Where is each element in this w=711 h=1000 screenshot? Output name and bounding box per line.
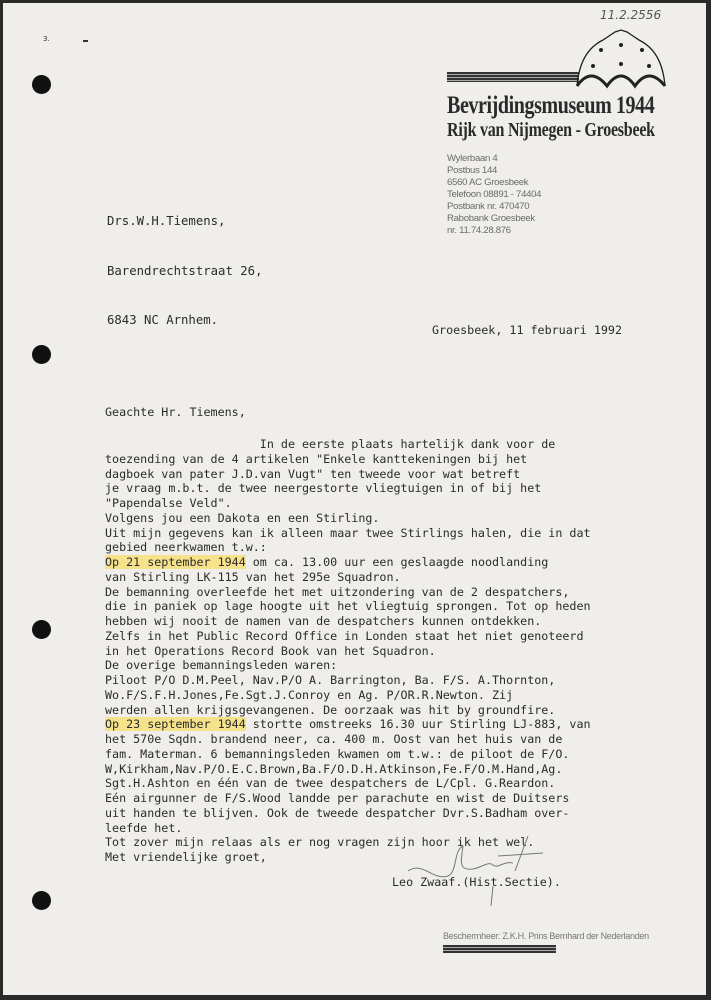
- body-line-text: Wo.F/S.F.H.Jones,Fe.Sgt.J.Conroy en Ag. P/OR.R.Newton. Zij: [105, 687, 514, 702]
- body-line: [105, 614, 591, 629]
- body-line-text: werden allen krijgsgevangenen. De oorzaak was hit by groundfire.: [105, 702, 556, 717]
- body-line-text: Met vriendelijke groet,: [105, 850, 267, 864]
- body-line: [105, 717, 591, 732]
- body-line: [105, 452, 591, 467]
- address-line: Telefoon 08891 - 74404: [447, 189, 542, 200]
- body-line: [105, 437, 591, 452]
- salutation: Geachte Hr. Tiemens,: [105, 405, 246, 419]
- body-line: [105, 481, 591, 496]
- address-line: Wylerbaan 4: [447, 153, 498, 164]
- body-line: [105, 658, 591, 673]
- body-line: [105, 467, 591, 482]
- body-line-text: in het Operations Record Book van het Squadron.: [105, 643, 436, 658]
- body-line-text: toezending van de 4 artikelen "Enkele kanttekeningen bij het: [105, 451, 528, 466]
- body-line: [105, 703, 591, 718]
- signature-name: Leo Zwaaf.(Hist.Sectie).: [392, 875, 561, 889]
- body-line: [105, 496, 591, 511]
- archive-mark: 11.2.2556: [600, 8, 662, 22]
- body-line-text: gebied neerkwamen t.w.:: [105, 540, 267, 555]
- body-line: [105, 776, 591, 791]
- museum-address: [447, 153, 541, 237]
- body-line-text: Zelfs in het Public Record Office in Londen staat het niet genoteerd: [105, 628, 584, 643]
- dome-logo-icon: [573, 28, 669, 90]
- recipient-line: Barendrechtstraat 26,: [107, 263, 263, 278]
- body-line-text: die in paniek op lage hoogte uit het vliegtuig sprongen. Tot op heden: [105, 599, 591, 614]
- address-line: Postbank nr. 470470: [447, 201, 530, 212]
- address-line: nr. 11.74.28.876: [447, 225, 511, 236]
- body-line-text: De overige bemanningsleden waren:: [105, 658, 338, 673]
- body-line: [105, 511, 591, 526]
- body-line-text: hebben wij nooit de namen van de despatchers kunnen ontdekken.: [105, 614, 542, 628]
- body-line-text: Sgt.H.Ashton en één van de twee despatchers de L/Cpl. G.Reardon.: [105, 776, 556, 791]
- highlighted-date: Op 23 september 1944: [105, 717, 246, 732]
- body-line: [105, 688, 591, 703]
- recipient-address: [107, 180, 262, 362]
- letter-page: [3, 3, 706, 995]
- logo-bar: [447, 72, 579, 82]
- body-line: [105, 673, 591, 688]
- address-line: Rabobank Groesbeek: [447, 213, 535, 224]
- recipient-line: 6843 NC Arnhem.: [107, 313, 219, 327]
- body-line: [105, 540, 591, 555]
- punch-hole: [32, 891, 51, 910]
- body-line: [105, 644, 591, 659]
- footer-patron: Beschermheer: Z.K.H. Prins Bernhard der Nederlanden: [443, 931, 649, 941]
- body-line: [105, 570, 591, 585]
- body-line-text: om ca. 13.00 uur een geslaagde noodlanding: [245, 555, 549, 569]
- corner-dash: [83, 40, 88, 42]
- body-line-text: In de eerste plaats hartelijk dank voor de: [105, 437, 556, 451]
- recipient-line: Drs.W.H.Tiemens,: [107, 214, 226, 228]
- body-line: [105, 585, 591, 600]
- handwritten-signature: [403, 831, 553, 911]
- body-line: [105, 629, 591, 644]
- date-line: Groesbeek, 11 februari 1992: [432, 323, 622, 337]
- body-line-text: Eén airgunner de F/S.Wood landde per parachute en wist de Duitsers: [105, 791, 570, 805]
- body-line: [105, 762, 591, 777]
- museum-subtitle: Rijk van Nijmegen - Groesbeek: [447, 119, 655, 141]
- body-line-text: Piloot P/O D.M.Peel, Nav.P/O A. Barrington, Ba. F/S. A.Thornton,: [105, 673, 556, 687]
- body-line-text: Volgens jou een Dakota en een Stirling.: [105, 510, 380, 525]
- punch-hole: [32, 620, 51, 639]
- footer-bar: [443, 945, 556, 953]
- body-line-text: Tot zover mijn relaas als er nog vragen zijn hoor ik het wel.: [105, 835, 535, 850]
- body-line: [105, 747, 591, 762]
- body-line: [105, 526, 591, 541]
- body-line: [105, 806, 591, 821]
- body-line-text: "Papendalse Veld".: [105, 496, 232, 510]
- body-line-text: dagboek van pater J.D.van Vugt" ten tweede voor wat betreft: [105, 466, 521, 481]
- punch-hole: [32, 345, 51, 364]
- body-line-text: W,Kirkham,Nav.P/O.E.C.Brown,Ba.F/O.D.H.Atkinson,Fe.F/O.M.Hand,Ag.: [105, 761, 563, 776]
- body-line: [105, 555, 591, 570]
- punch-hole: [32, 75, 51, 94]
- address-line: 6560 AC Groesbeek: [447, 177, 529, 188]
- museum-title: Bevrijdingsmuseum 1944: [447, 92, 655, 119]
- letter-body: [105, 437, 591, 865]
- body-line-text: het 570e Sqdn. brandend neer, ca. 400 m. Oost van het huis van de: [105, 732, 563, 746]
- body-line-text: uit handen te blijven. Ook de tweede despatcher Dvr.S.Badham over-: [105, 805, 570, 820]
- body-line-text: stortte omstreeks 16.30 uur Stirling LJ-883, van: [245, 717, 591, 732]
- highlighted-date: Op 21 september 1944: [105, 555, 246, 569]
- corner-mark: 3.: [43, 35, 50, 43]
- body-line-text: De bemanning overleefde het met uitzondering van de 2 despatchers,: [105, 584, 570, 599]
- address-line: Postbus 144: [447, 165, 498, 176]
- body-line-text: van Stirling LK-115 van het 295e Squadron.: [105, 569, 401, 584]
- body-line-text: je vraag m.b.t. de twee neergestorte vliegtuigen in of bij het: [105, 481, 542, 496]
- body-line: [105, 599, 591, 614]
- body-line-text: Uit mijn gegevens kan ik alleen maar twee Stirlings halen, die in dat: [105, 525, 591, 540]
- body-line: [105, 791, 591, 806]
- body-line: [105, 732, 591, 747]
- body-line-text: leefde het.: [105, 820, 183, 835]
- body-line-text: fam. Materman. 6 bemanningsleden kwamen om t.w.: de piloot de F/O.: [105, 746, 570, 761]
